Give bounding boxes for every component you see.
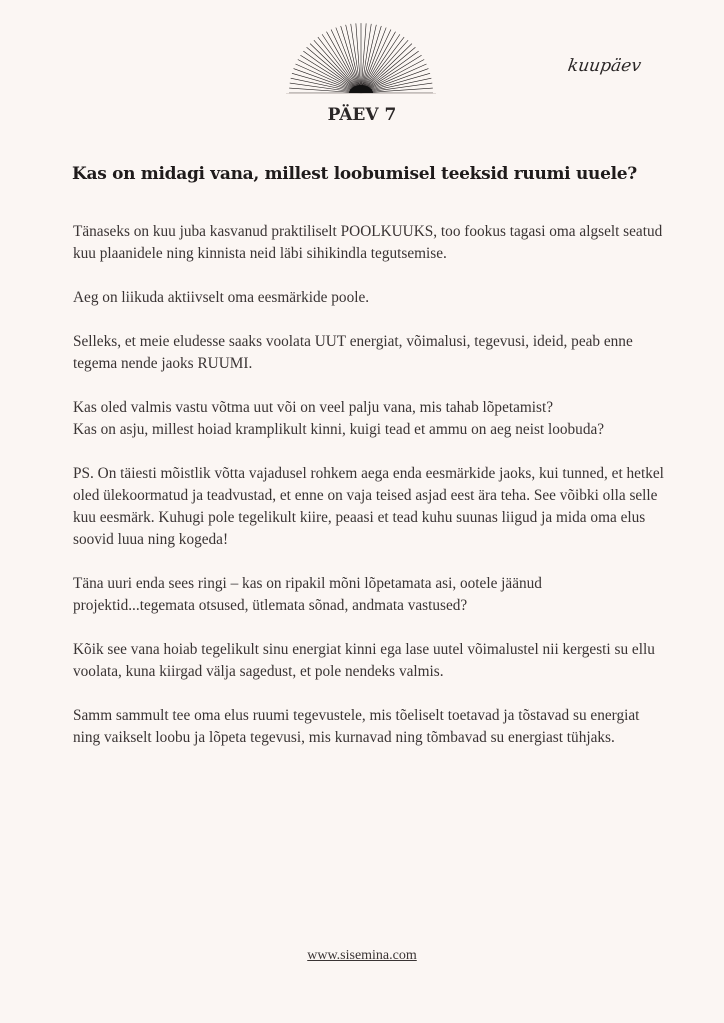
- paragraph-line: projektid...tegemata otsused, ütlemata sõnad, andmata vastused?: [73, 597, 468, 614]
- paragraph-line: Kas oled valmis vastu võtma uut või on veel palju vana, mis tahab lõpetamist?: [73, 399, 554, 416]
- paragraph-line: Kõik see vana hoiab tegelikult sinu energiat kinni ega lase uutel võimalustel nii kergesti su ellu: [73, 641, 655, 658]
- sunburst-ray: [307, 47, 361, 93]
- paragraph-line: voolata, kuna kiirgad välja sagedust, et pole nendeks valmis.: [73, 663, 444, 680]
- body-text: [73, 221, 693, 771]
- sunburst-ray: [314, 40, 361, 93]
- paragraph-line: Aeg on liikuda aktiivselt oma eesmärkide poole.: [73, 289, 370, 306]
- paragraph: [73, 639, 693, 683]
- paragraph: [73, 573, 693, 617]
- website-link[interactable]: www.sisemina.com: [307, 948, 417, 963]
- sunburst-ray: [361, 40, 408, 93]
- sunburst-icon: [286, 20, 436, 96]
- paragraph: [73, 705, 693, 749]
- paragraph-line: kuu plaanidele ning kinnista neid läbi sihikindla tegutsemise.: [73, 245, 447, 262]
- page-title: PÄEV 7: [327, 105, 397, 125]
- paragraph-line: soovid luua ning kogeda!: [73, 531, 229, 548]
- paragraph-line: tegema nende jaoks RUUMI.: [73, 355, 253, 372]
- paragraph: [73, 397, 693, 441]
- paragraph-line: Täna uuri enda sees ringi – kas on ripakil mõni lõpetamata asi, ootele jäänud: [73, 575, 542, 592]
- paragraph-line: kuu eesmärk. Kuhugi pole tegelikult kiire, peaasi et tead kuhu suunas liigud ja mida oma elus: [73, 509, 646, 526]
- paragraph: [73, 287, 693, 309]
- paragraph-line: ning vaikselt loobu ja lõpeta tegevusi, mis kurnavad ning tõmbavad su energiast tühjaks.: [73, 729, 615, 746]
- sunburst-ray: [361, 47, 415, 93]
- paragraph-line: Kas on asju, millest hoiad kramplikult kinni, kuigi tead et ammu on aeg neist loobuda?: [73, 421, 605, 438]
- paragraph: [73, 463, 693, 551]
- question-heading: Kas on midagi vana, millest loobumisel teeksid ruumi uuele?: [72, 164, 637, 184]
- paragraph-line: Tänaseks on kuu juba kasvanud praktiliselt POOLKUUKS, too fookus tagasi oma algselt seatud: [73, 223, 663, 240]
- paragraph-line: Selleks, et meie eludesse saaks voolata UUT energiat, võimalusi, tegevusi, ideid, peab enne: [73, 333, 633, 350]
- paragraph: [73, 221, 693, 265]
- date-label: kuupäev: [566, 56, 643, 76]
- paragraph-line: PS. On täiesti mõistlik võtta vajadusel rohkem aega enda eesmärkide jaoks, kui tunned, et hetkel: [73, 465, 664, 482]
- paragraph-line: Samm sammult tee oma elus ruumi tegevustele, mis tõeliselt toetavad ja tõstavad su energiat: [73, 707, 640, 724]
- paragraph-line: oled ülekoormatud ja teadvustad, et enne on vaja teised asjad eest ära teha. See võibki olla selle: [73, 487, 658, 504]
- paragraph: [73, 331, 693, 375]
